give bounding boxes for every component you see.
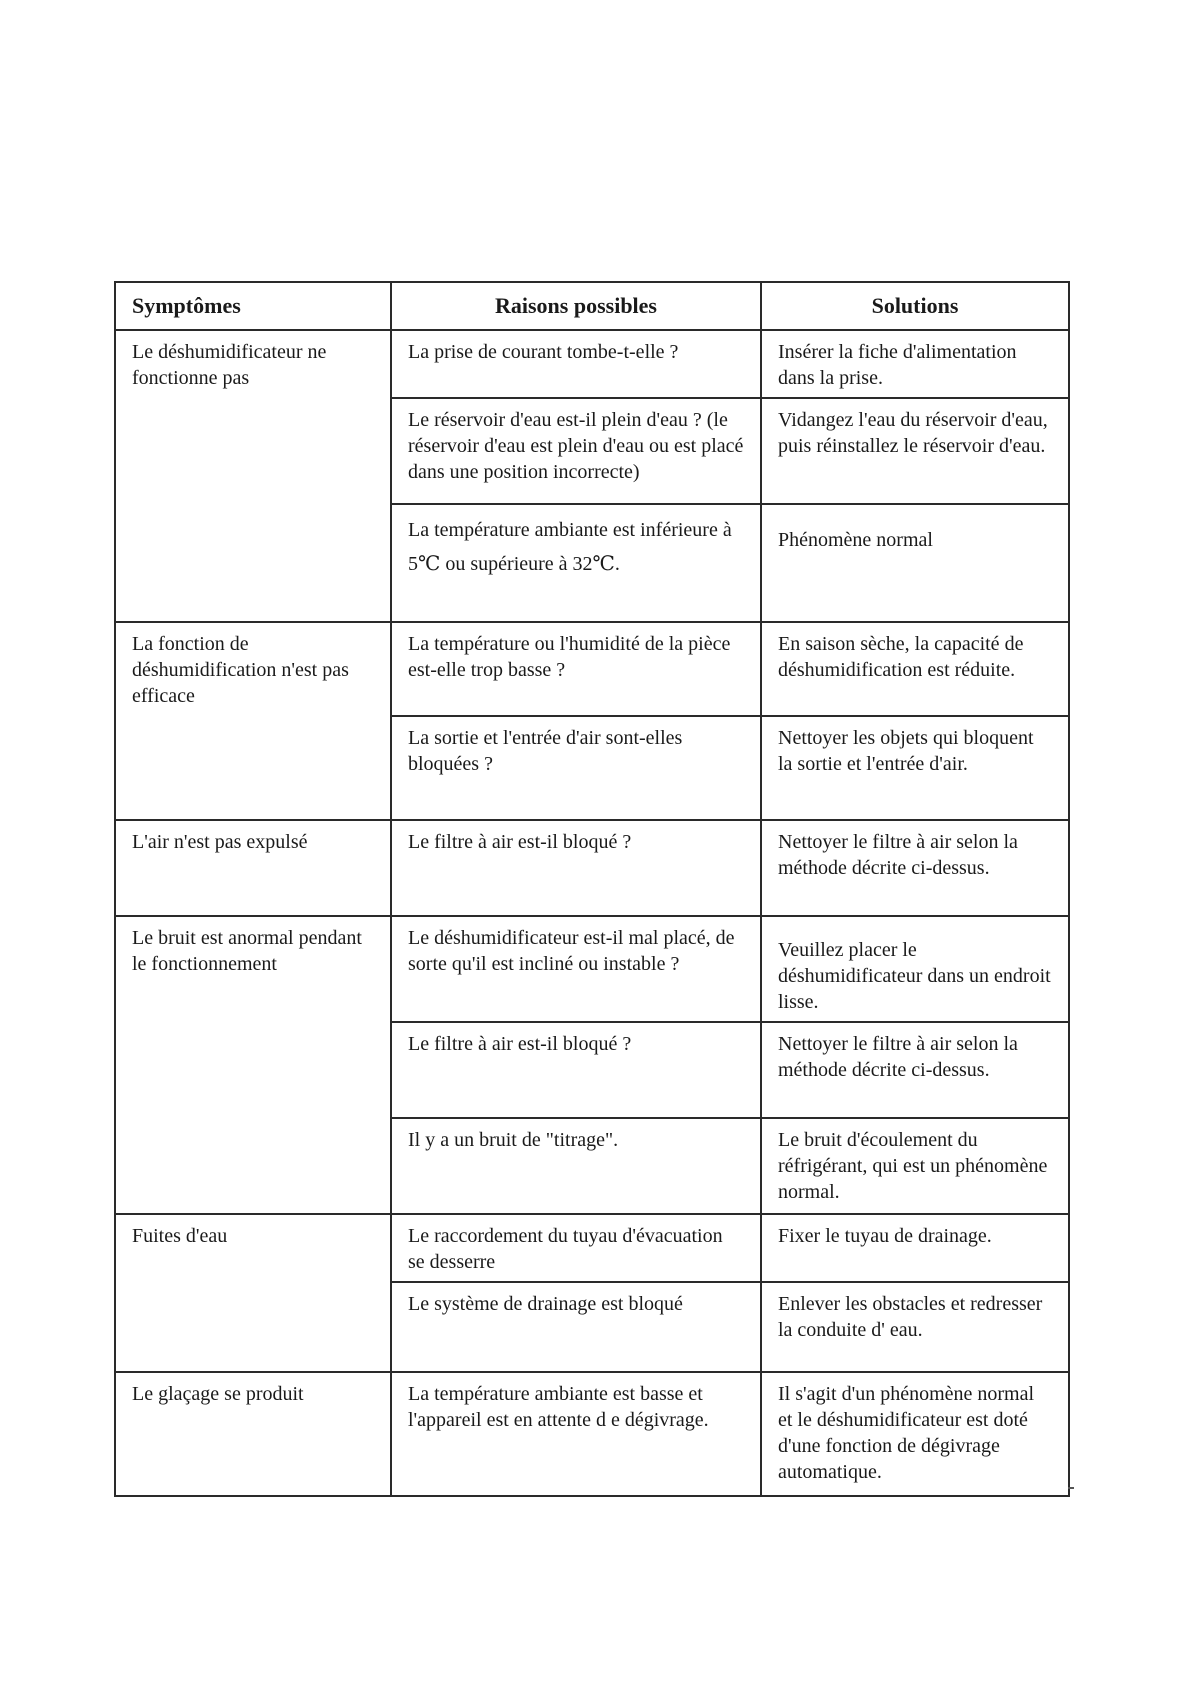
reason-cell: Le déshumidificateur est-il mal placé, de sorte qu'il est incliné ou instable ? bbox=[391, 916, 761, 1022]
reason-cell: Le filtre à air est-il bloqué ? bbox=[391, 820, 761, 916]
reason-cell: Il y a un bruit de "titrage". bbox=[391, 1118, 761, 1214]
symptom-cell: Le déshumidificateur ne fonctionne pas bbox=[115, 330, 391, 622]
reason-cell: Le filtre à air est-il bloqué ? bbox=[391, 1022, 761, 1118]
solution-cell: Veuillez placer le déshumidificateur dans un endroit lisse. bbox=[761, 916, 1069, 1022]
table-row bbox=[115, 1214, 1069, 1282]
symptom-cell: La fonction de déshumidification n'est pas efficace bbox=[115, 622, 391, 820]
table-header-row bbox=[115, 282, 1069, 330]
header-solutions: Solutions bbox=[761, 282, 1069, 330]
solution-cell: Phénomène normal bbox=[761, 504, 1069, 622]
symptom-cell: L'air n'est pas expulsé bbox=[115, 820, 391, 916]
solution-cell: Nettoyer le filtre à air selon la méthode décrite ci-dessus. bbox=[761, 820, 1069, 916]
solution-cell: Fixer le tuyau de drainage. bbox=[761, 1214, 1069, 1282]
solution-cell: Insérer la fiche d'alimentation dans la prise. bbox=[761, 330, 1069, 398]
reason-text: La température ambiante est inférieure à 5℃ ou supérieure à 32℃. bbox=[408, 519, 732, 575]
table-row bbox=[115, 820, 1069, 916]
symptom-cell: Le glaçage se produit bbox=[115, 1372, 391, 1496]
solution-cell: En saison sèche, la capacité de déshumidification est réduite. bbox=[761, 622, 1069, 716]
table-row bbox=[115, 1372, 1069, 1496]
solution-cell: Nettoyer le filtre à air selon la méthode décrite ci-dessus. bbox=[761, 1022, 1069, 1118]
solution-cell: Enlever les obstacles et redresser la conduite d' eau. bbox=[761, 1282, 1069, 1372]
reason-cell: La température ou l'humidité de la pièce est-elle trop basse ? bbox=[391, 622, 761, 716]
table-row bbox=[115, 622, 1069, 716]
table-row bbox=[115, 330, 1069, 398]
solution-cell: Vidangez l'eau du réservoir d'eau, puis réinstallez le réservoir d'eau. bbox=[761, 398, 1069, 504]
solution-cell: Le bruit d'écoulement du réfrigérant, qui est un phénomène normal. bbox=[761, 1118, 1069, 1214]
reason-cell bbox=[391, 504, 761, 622]
reason-cell: Le réservoir d'eau est-il plein d'eau ? (le réservoir d'eau est plein d'eau ou est placé dans une position incorrecte) bbox=[391, 398, 761, 504]
page-mark bbox=[1068, 1487, 1074, 1489]
solution-cell: Nettoyer les objets qui bloquent la sortie et l'entrée d'air. bbox=[761, 716, 1069, 820]
symptom-cell: Fuites d'eau bbox=[115, 1214, 391, 1372]
header-reasons: Raisons possibles bbox=[391, 282, 761, 330]
table-row bbox=[115, 916, 1069, 1022]
symptom-cell: Le bruit est anormal pendant le fonctionnement bbox=[115, 916, 391, 1214]
solution-cell: Il s'agit d'un phénomène normal et le déshumidificateur est doté d'une fonction de dégivrage automatique. bbox=[761, 1372, 1069, 1496]
reason-cell: La prise de courant tombe-t-elle ? bbox=[391, 330, 761, 398]
reason-cell: La sortie et l'entrée d'air sont-elles bloquées ? bbox=[391, 716, 761, 820]
reason-cell: La température ambiante est basse et l'appareil est en attente d e dégivrage. bbox=[391, 1372, 761, 1496]
header-symptoms: Symptômes bbox=[115, 282, 391, 330]
troubleshooting-table bbox=[114, 281, 1070, 1497]
reason-cell: Le système de drainage est bloqué bbox=[391, 1282, 761, 1372]
reason-cell: Le raccordement du tuyau d'évacuation se desserre bbox=[391, 1214, 761, 1282]
